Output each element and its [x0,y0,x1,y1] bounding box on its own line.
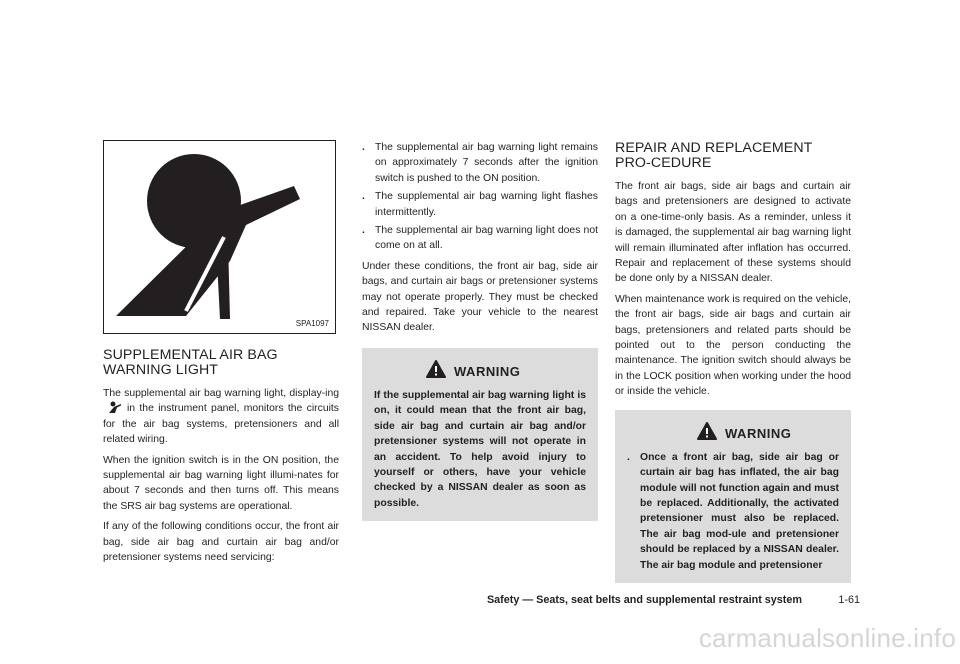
bullet-mark: . [362,225,365,237]
conditions-list [362,140,598,254]
warning-title: WARNING [725,425,792,441]
section-title: Safety — Seats, seat belts and supplemental restraint system [486,594,802,606]
list-item-text: The supplemental air bag warning light flashes intermittently. [375,191,598,218]
bullet-mark: . [362,191,365,203]
paragraph: When the ignition switch is in the ON position, the supplemental air bag warning light illumi-nates for about 7 seconds and then turns off. This means the SRS air bag systems are operational. [103,454,339,512]
section-heading-repair: REPAIR AND REPLACEMENT PRO-CEDURE [615,140,813,171]
paragraph: Under these conditions, the front air bag, side air bags, and curtain air bags or pretensioner systems may not operate properly. They must be checked and repaired. Take your vehicle to the nearest NISSAN dealer. [362,260,598,334]
warning-bullet [627,450,839,573]
paragraph: If any of the following conditions occur, the front air bag, side air bag and curtain air bag and/or pretensioner systems need servicing: [103,521,339,564]
list-item-text: The supplemental air bag warning light remains on approximately 7 seconds after the ignition switch is pushed to the ON position. [375,142,598,184]
paragraph [103,386,339,448]
paragraph: When maintenance work is required on the vehicle, the front air bags, side air bags and curtain air bags, pretensioners and related parts should be pointed out to the person conducting the maintenance. The ignition switch should always be in the LOCK position when working under the hood or inside the vehicle. [615,293,851,398]
page-number: 1-61 [838,594,860,606]
bullet-mark: . [362,142,365,153]
column-3 [615,140,851,583]
warning-triangle-icon [697,422,717,440]
warning-header [627,418,839,450]
column-2 [362,140,598,521]
column-1 [103,140,339,570]
text-span: in the instrument panel, monitors the circuits for the air bag systems, pretensioners and all related wiring. [103,403,339,446]
list-item-text: The supplemental air bag warning light does not come on at all. [375,225,598,252]
paragraph: The front air bags, side air bags and curtain air bags and pretensioners are designed to activate on a one-time-only basis. As a reminder, unless it is damaged, the supplemental air bag warning light will remain illuminated after inflation has occurred. Repair and replacement of these systems should be done only by a NISSAN dealer. [615,181,851,285]
list-item [362,223,598,254]
airbag-light-icon [107,401,123,413]
warning-triangle-icon [426,360,446,378]
warning-text: If the supplemental air bag warning light is on, it could mean that the front air bag, side air bag and curtain air bag and/or pretensioner systems will not operate in an accident. To help avoid injury to yourself or others, have your vehicle checked by a NISSAN dealer as soon as possible. [374,389,586,509]
list-item [362,140,598,186]
figure-code: SPA1097 [295,319,329,328]
airbag-warning-icon [104,141,337,335]
list-item [362,189,598,220]
watermark: carmanualsonline.info [698,623,956,653]
warning-bullet-text: Once a front air bag, side air bag or curtain air bag has inflated, the air bag module will not function again and must be replaced. Additionally, the activated pretensioner must also be replaced. The air bag mod-ule and pretensioner should be replaced by a NISSAN dealer. The air bag module and pretensioner [640,451,839,571]
text-span: The supplemental air bag warning light, display-ing [103,388,339,399]
airbag-figure [103,140,336,334]
warning-box [362,348,598,521]
section-heading-warning-light: SUPPLEMENTAL AIR BAG WARNING LIGHT [103,347,278,378]
warning-title: WARNING [454,363,521,379]
warning-header [374,356,586,388]
warning-box [615,410,851,583]
bullet-mark: . [627,451,630,463]
